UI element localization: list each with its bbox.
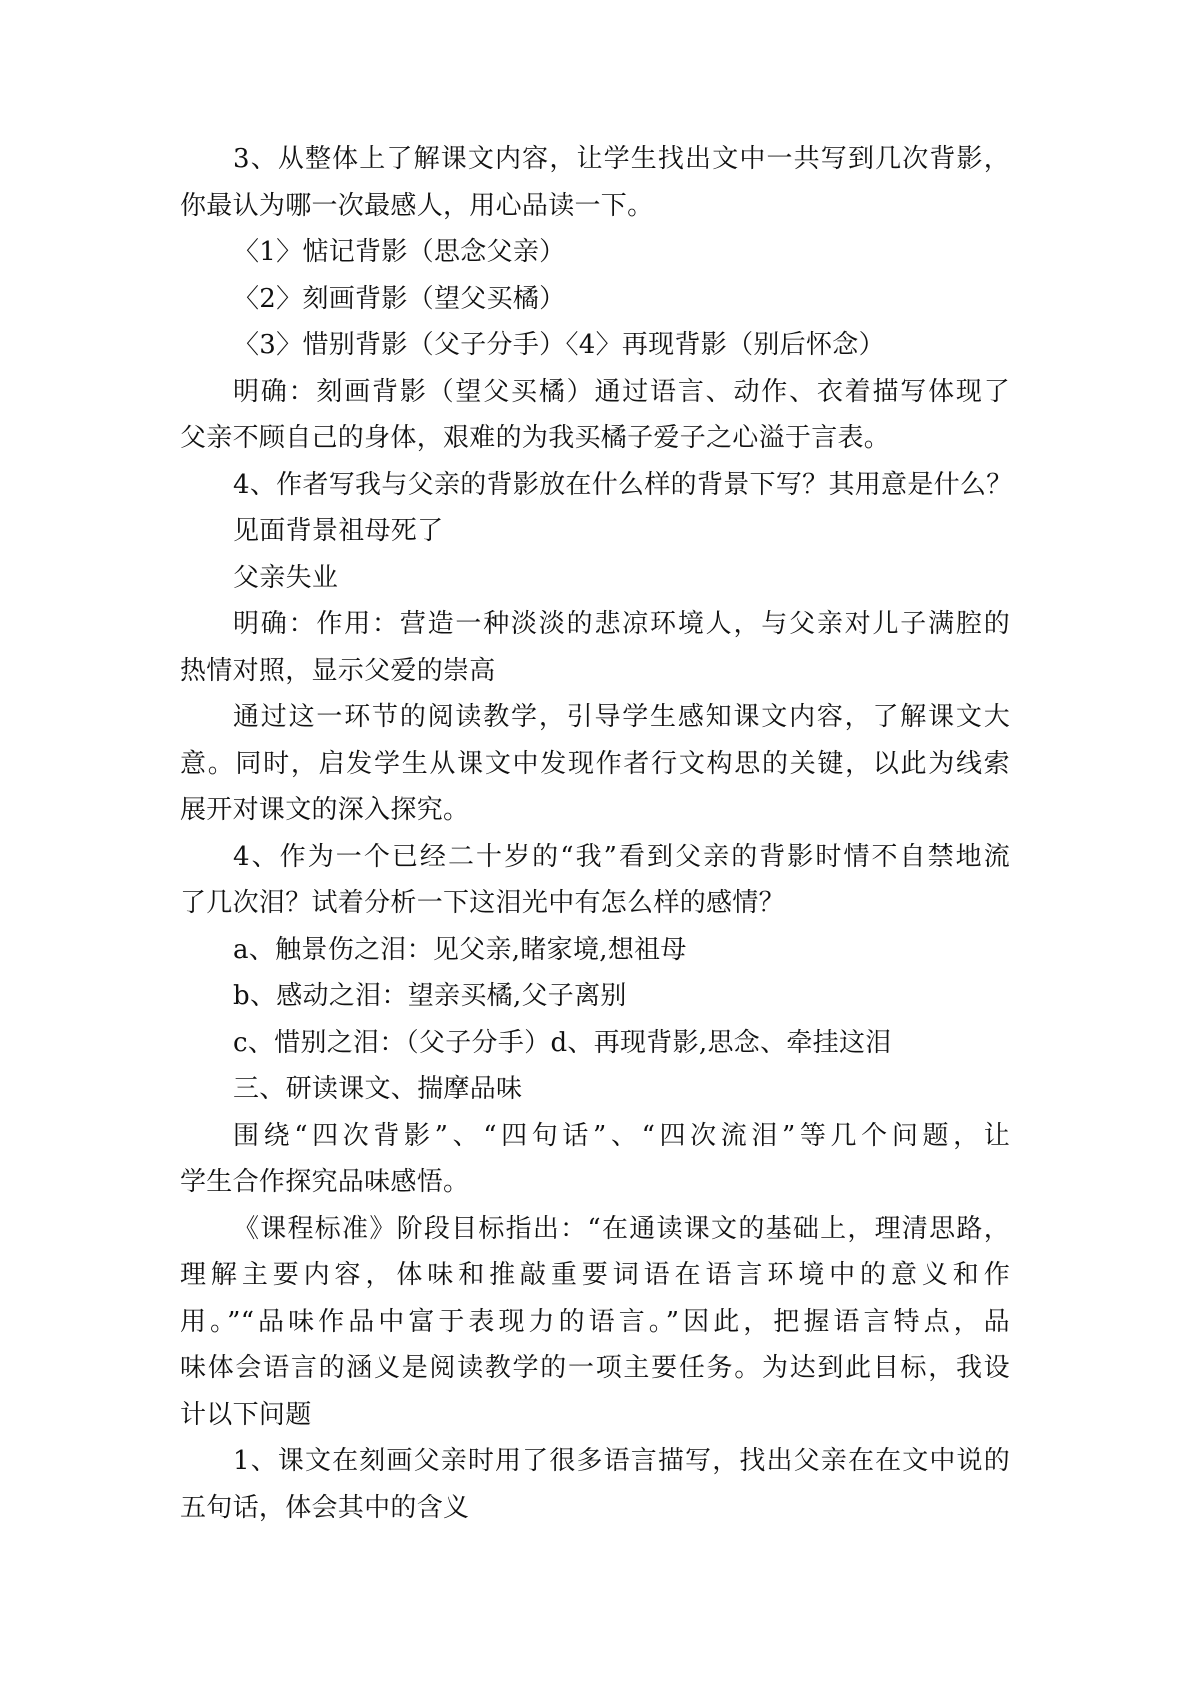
text-line: 计以下问题 — [180, 1399, 312, 1430]
text-line: 用。”“品味作品中富于表现力的语言。”因此，把握语言特点，品 — [180, 1306, 1010, 1337]
text-line: 展开对课文的深入探究。 — [180, 795, 470, 825]
text-line: 热情对照，显示父爱的崇高 — [180, 655, 496, 686]
text-line: 1、课文在刻画父亲时用了很多语言描写，找出父亲在在文中说的 — [233, 1446, 1010, 1476]
text-line: 明确：作用：营造一种淡淡的悲凉环境人，与父亲对儿子满腔的 — [233, 609, 1010, 639]
text-line: 你最认为哪一次最感人，用心品读一下。 — [180, 190, 654, 221]
text-line: c、惜别之泪：（父子分手）d、再现背影,思念、牵挂这泪 — [233, 1027, 892, 1058]
text-line: b、感动之泪：望亲买橘,父子离别 — [233, 981, 627, 1011]
text-line: 4、作者写我与父亲的背影放在什么样的背景下写？其用意是什么？ — [233, 469, 1013, 500]
text-line: 明确：刻画背影（望父买橘）通过语言、动作、衣着描写体现了 — [233, 376, 1010, 407]
document-body — [180, 136, 1013, 1531]
text-line: 三、研读课文、揣摩品味 — [233, 1074, 523, 1104]
text-line: a、触景伤之泪：见父亲,睹家境,想祖母 — [233, 934, 687, 965]
text-line: 意。同时，启发学生从课文中发现作者行文构思的关键，以此为线索 — [180, 748, 1010, 779]
text-line: 4、作为一个已经二十岁的“我”看到父亲的背影时情不自禁地流 — [233, 841, 1010, 872]
text-line: 3、从整体上了解课文内容，让学生找出文中一共写到几次背影， — [233, 144, 1010, 174]
text-line: 理解主要内容，体味和推敲重要词语在语言环境中的意义和作 — [180, 1260, 1010, 1290]
text-line: 〈2〉刻画背影（望父买橘） — [233, 283, 566, 314]
text-line: 父亲失业 — [233, 562, 339, 593]
text-line: 《课程标准》阶段目标指出：“在通读课文的基础上，理清思路， — [233, 1213, 1010, 1244]
text-line: 父亲不顾自己的身体，艰难的为我买橘子爱子之心溢于言表。 — [180, 423, 891, 453]
text-line: 见面背景祖母死了 — [233, 516, 444, 546]
text-line: 〈1〉惦记背影（思念父亲） — [233, 237, 566, 267]
text-line: 了几次泪？试着分析一下这泪光中有怎么样的感情？ — [180, 888, 785, 918]
text-line: 五句话，体会其中的含义 — [180, 1492, 470, 1523]
text-line: 学生合作探究品味感悟。 — [180, 1167, 470, 1197]
text-line: 通过这一环节的阅读教学，引导学生感知课文内容，了解课文大 — [233, 702, 1010, 732]
text-line: 围绕“四次背影”、“四句话”、“四次流泪”等几个问题，让 — [233, 1120, 1010, 1151]
text-line: 〈3〉惜别背影（父子分手）〈4〉再现背影（别后怀念） — [233, 330, 885, 360]
text-line: 味体会语言的涵义是阅读教学的一项主要任务。为达到此目标，我设 — [180, 1353, 1010, 1383]
